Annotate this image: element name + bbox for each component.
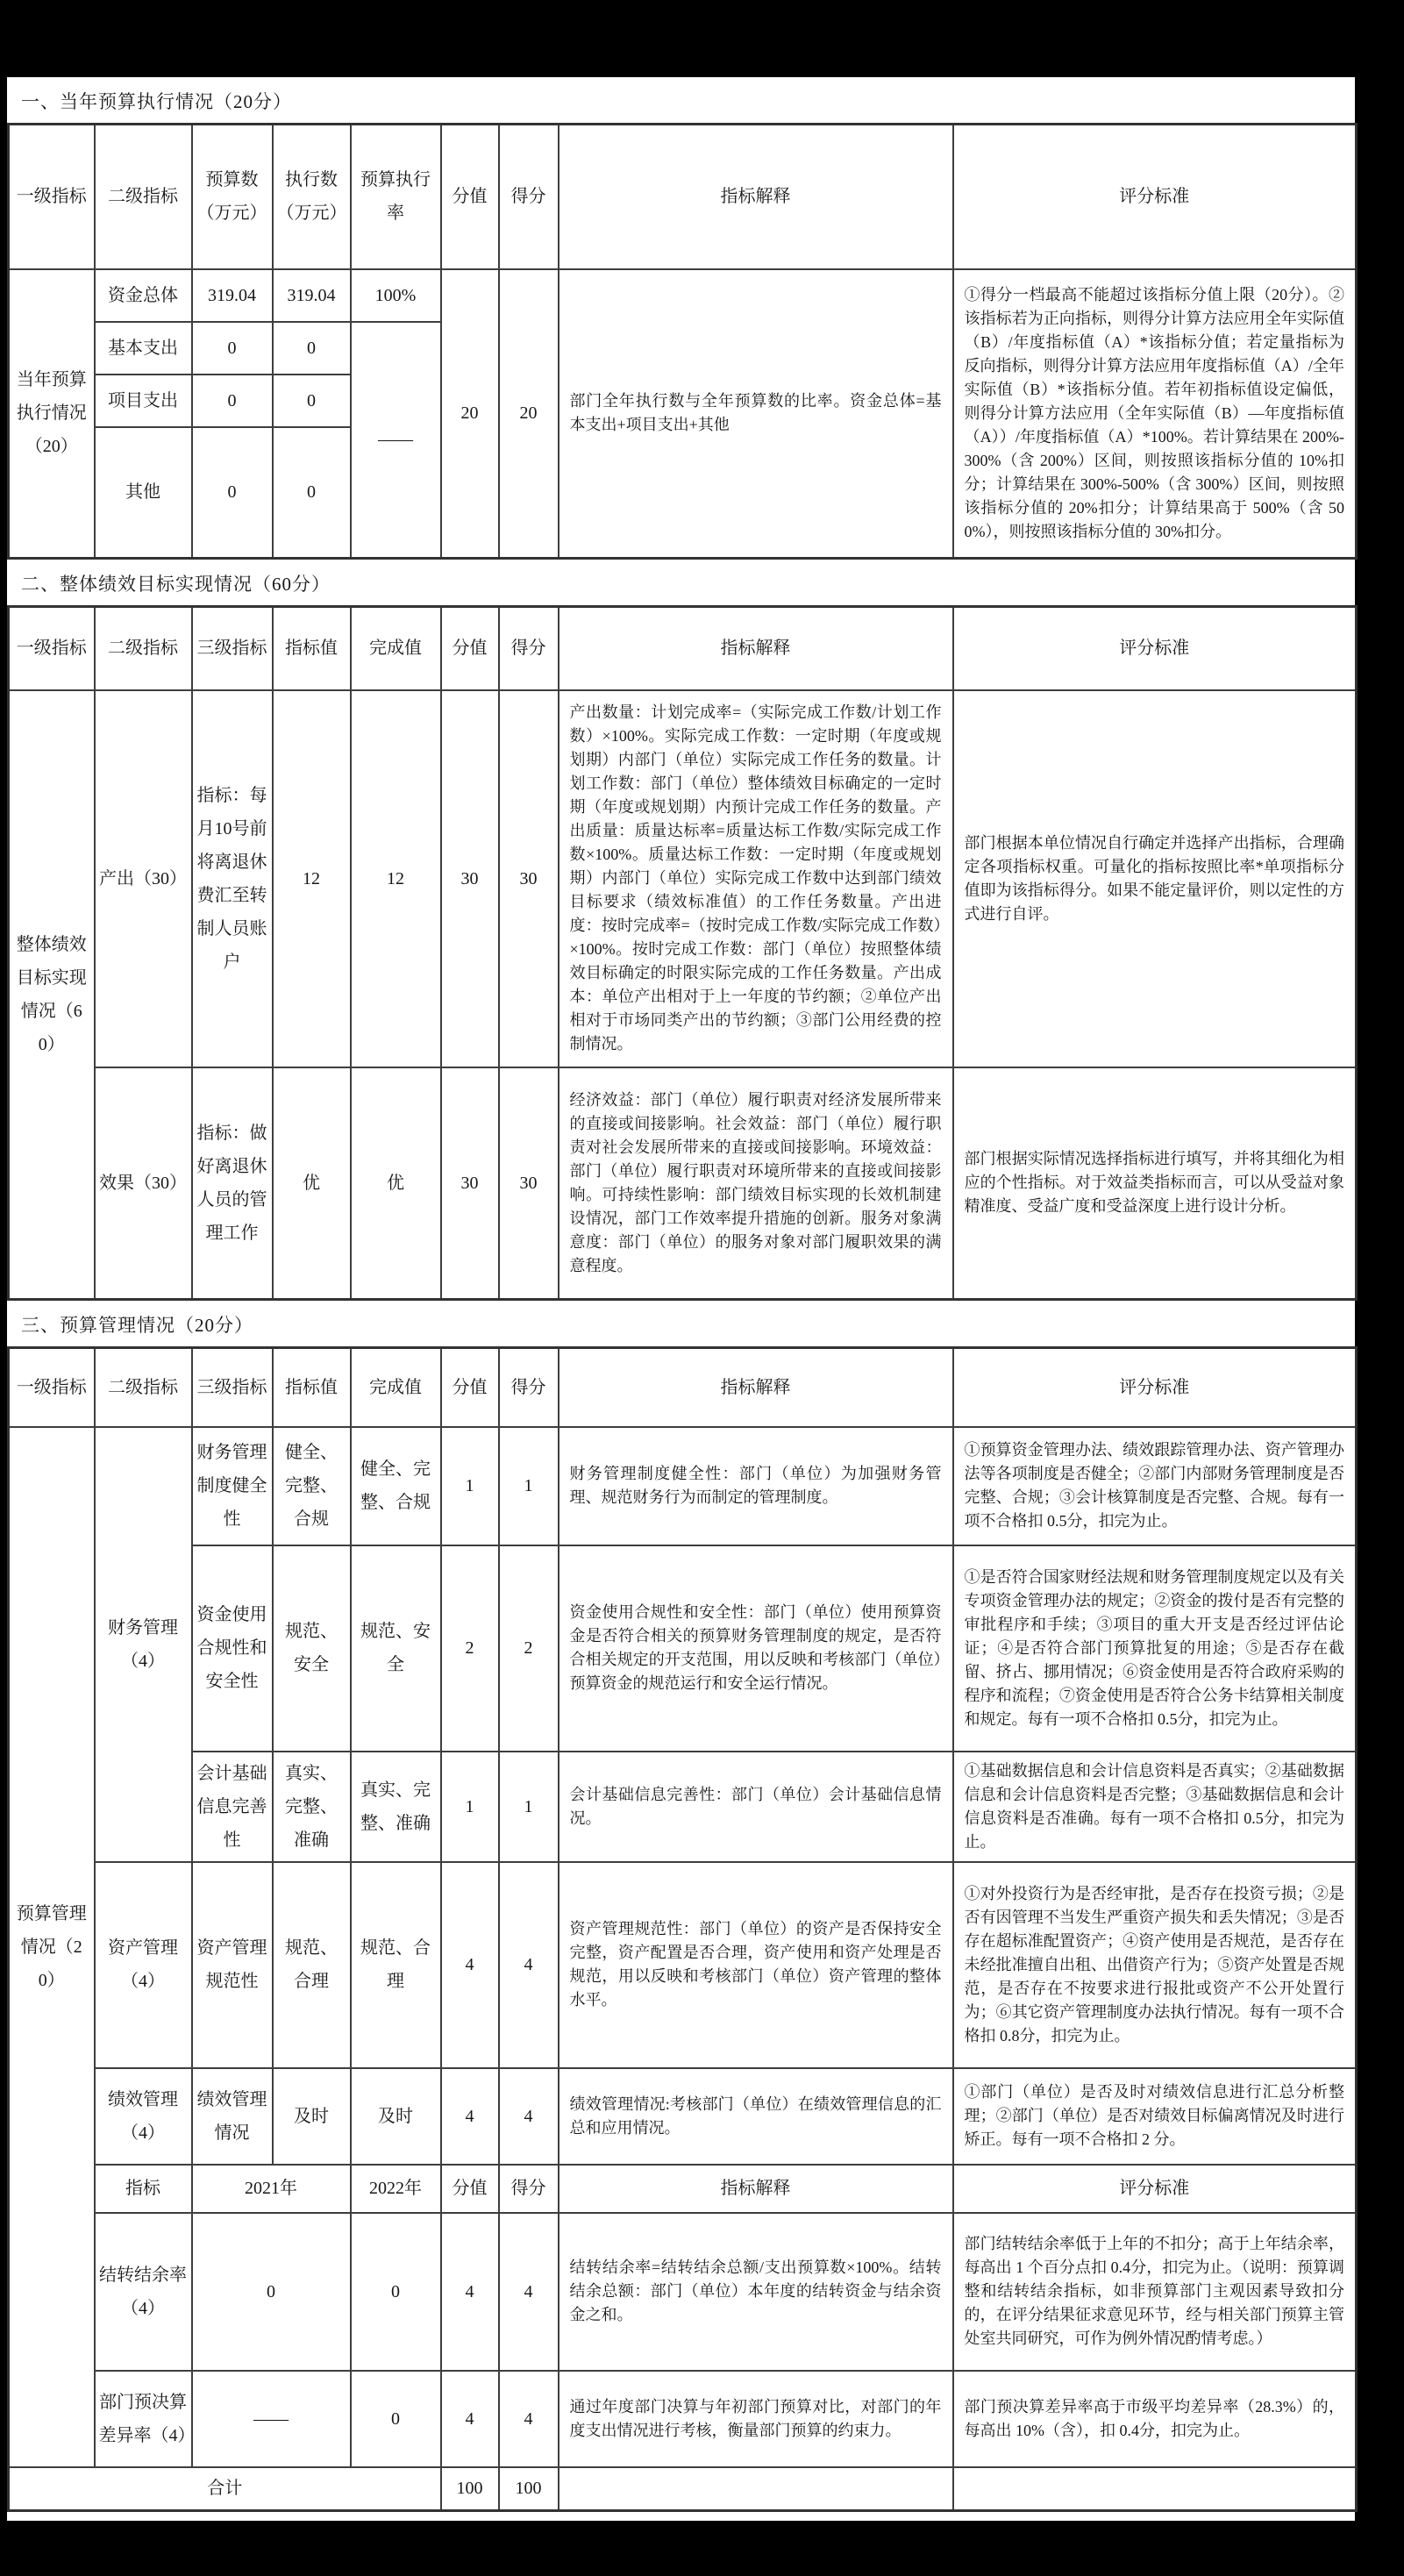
section1-title: 一、当年预算执行情况（20分） <box>21 91 292 112</box>
scoring-standard-cell: 部门预决算差异率高于市级平均差异率（28.3%）的，每高出 10%（含），扣 0.4分，扣完为止。 <box>953 2371 1357 2467</box>
score-cell: 20 <box>441 269 499 559</box>
value-2022: 0 <box>351 2213 441 2371</box>
value-2022: 0 <box>351 2371 441 2467</box>
indicator-explanation-cell: 经济效益：部门（单位）履行职责对经济发展所带来的直接或间接影响。社会效益：部门（单位）履行职责对社会发展所带来的直接或间接影响。环境效益：部门（单位）履行职责对环境所带来的直接或间接影响。可持续性影响：部门绩效目标实现的长效机制建设情况，部门工作效率提升措施的创新。服务对象满意度：部门（单位）的服务对象对部门履职效果的满意程度。 <box>559 1067 953 1300</box>
total-row <box>9 2467 1357 2511</box>
actual-value: 及时 <box>351 2068 441 2165</box>
table-row <box>9 2213 1357 2371</box>
points-cell: 30 <box>499 1067 559 1300</box>
points-cell: 2 <box>499 1545 559 1752</box>
section3-title: 三、预算管理情况（20分） <box>21 1315 253 1336</box>
level3-indicator-cell: 资产管理规范性 <box>192 1862 273 2068</box>
column-header: 完成值 <box>351 607 441 690</box>
actual-value: 优 <box>351 1067 441 1300</box>
column-header: 一级指标 <box>9 125 95 269</box>
empty-cell <box>953 2467 1357 2511</box>
executed-value: 0 <box>273 427 351 559</box>
score-cell: 1 <box>441 1752 499 1862</box>
score-cell: 30 <box>441 690 499 1067</box>
execution-rate-value: 100% <box>351 269 441 322</box>
column-header: 评分标准 <box>953 1348 1357 1427</box>
points-cell: 4 <box>499 2371 559 2467</box>
column-header: 二级指标 <box>95 607 192 690</box>
indicator-explanation-cell: 资金使用合规性和安全性：部门（单位）使用预算资金是否符合相关的预算财务管理制度的规定，是否符合相关规定的开支范围，用以反映和考核部门（单位）预算资金的规范运行和安全运行情况。 <box>559 1545 953 1752</box>
level2-indicator-cell: 基本支出 <box>95 322 192 375</box>
points-cell: 4 <box>499 1862 559 2068</box>
actual-value: 规范、合理 <box>351 1862 441 2068</box>
column-header: 指标解释 <box>559 607 953 690</box>
level2-indicator-cell: 财务管理（4） <box>95 1427 192 1862</box>
indicator-explanation-cell: 产出数量：计划完成率=（实际完成工作数/计划工作数）×100%。实际完成工作数：一定时期（年度或规划期）内部门（单位）实际完成工作任务的数量。计划工作数：部门（单位）整体绩效目标确定的一定时期（年度或规划期）内预计完成工作任务的数量。产出质量：质量达标率=质量达标工作数/实际完成工作数×100%。质量达标工作数：一定时期（年度或规划期）内部门（单位）实际完成工作数中达到部门绩效目标要求（绩效标准值）的工作任务数量。产出进度：按时完成率=（按时完成工作数/实际完成工作数）×100%。按时完成工作数：部门（单位）按照整体绩效目标确定的时限实际完成的工作任务数量。产出成本：单位产出相对于上一年度的节约额；②单位产出相对于市场同类产出的节约额；③部门公用经费的控制情况。 <box>559 690 953 1067</box>
total-points-cell: 100 <box>499 2467 559 2511</box>
section2-header-row <box>9 607 1357 690</box>
indicator-explanation-cell: 部门全年执行数与全年预算数的比率。资金总体=基本支出+项目支出+其他 <box>559 269 953 559</box>
column-header: 评分标准 <box>953 607 1357 690</box>
level3-indicator-cell: 资金使用合规性和安全性 <box>192 1545 273 1752</box>
score-cell: 4 <box>441 2213 499 2371</box>
value-2021: —— <box>192 2371 351 2467</box>
scoring-standard-cell: 部门根据实际情况选择指标进行填写，并将其细化为相应的个性指标。对于效益类指标而言，可以从受益对象精准度、受益广度和受益深度上进行设计分析。 <box>953 1067 1357 1300</box>
points-cell: 1 <box>499 1752 559 1862</box>
points-cell: 20 <box>499 269 559 559</box>
indicator-explanation-cell: 绩效管理情况:考核部门（单位）在绩效管理信息的汇总和应用情况。 <box>559 2068 953 2165</box>
column-header: 得分 <box>499 1348 559 1427</box>
points-cell: 4 <box>499 2213 559 2371</box>
execution-rate-merged-cell: —— <box>351 322 441 559</box>
column-header-2022: 2022年 <box>351 2165 441 2213</box>
column-header: 指标解释 <box>559 2165 953 2213</box>
column-header: 分值 <box>441 607 499 690</box>
total-score-cell: 100 <box>441 2467 499 2511</box>
level3-indicator-cell: 绩效管理情况 <box>192 2068 273 2165</box>
section3-header-row <box>9 1348 1357 1427</box>
target-value: 真实、完整、准确 <box>273 1752 351 1862</box>
column-header: 分值 <box>441 125 499 269</box>
column-header: 二级指标 <box>95 1348 192 1427</box>
column-header: 指标值 <box>273 1348 351 1427</box>
scoring-standard-cell: ①基础数据信息和会计信息资料是否真实；②基础数据信息和会计信息资料是否完整；③基础数据信息和会计信息资料是否准确。每有一项不合格扣 0.5分，扣完为止。 <box>953 1752 1357 1862</box>
column-header: 评分标准 <box>953 125 1357 269</box>
table-row <box>9 690 1357 1067</box>
indicator-label-cell: 结转结余率（4） <box>95 2213 192 2371</box>
scoring-standard-cell: ①部门（单位）是否及时对绩效信息进行汇总分析整理；②部门（单位）是否对绩效目标偏离情况及时进行矫正。每有一项不合格扣 2 分。 <box>953 2068 1357 2165</box>
budget-value: 0 <box>192 427 273 559</box>
column-header: 一级指标 <box>9 1348 95 1427</box>
target-value: 优 <box>273 1067 351 1300</box>
score-cell: 4 <box>441 2371 499 2467</box>
section1-header-row <box>9 125 1357 269</box>
target-value: 健全、完整、合规 <box>273 1427 351 1545</box>
scoring-standard-cell: 部门结转结余率低于上年的不扣分；高于上年结余率，每高出 1 个百分点扣 0.4分，扣完为止。（说明：预算调整和结转结余指标，如非预算部门主观因素导致扣分的，在评分结果征求意见环节，经与相关部门预算主管处室共同研究，可作为例外情况酌情考虑。） <box>953 2213 1357 2371</box>
actual-value: 真实、完整、准确 <box>351 1752 441 1862</box>
total-label-cell: 合计 <box>9 2467 441 2511</box>
target-value: 及时 <box>273 2068 351 2165</box>
table-row <box>9 1862 1357 2068</box>
section2-title: 二、整体绩效目标实现情况（60分） <box>21 574 331 595</box>
column-header: 预算执行率 <box>351 125 441 269</box>
column-header: 评分标准 <box>953 2165 1357 2213</box>
column-header: 预算数（万元） <box>192 125 273 269</box>
level1-indicator-cell: 当年预算执行情况（20） <box>9 269 95 559</box>
column-header: 三级指标 <box>192 1348 273 1427</box>
level2-indicator-cell: 产出（30） <box>95 690 192 1067</box>
column-header: 指标解释 <box>559 125 953 269</box>
budget-value: 0 <box>192 322 273 375</box>
column-header: 执行数（万元） <box>273 125 351 269</box>
column-header: 指标 <box>95 2165 192 2213</box>
indicator-explanation-cell: 会计基础信息完善性：部门（单位）会计基础信息情况。 <box>559 1752 953 1862</box>
value-2021: 0 <box>192 2213 351 2371</box>
level1-indicator-cell: 预算管理情况（20） <box>9 1427 95 2467</box>
level2-indicator-cell: 资产管理（4） <box>95 1862 192 2068</box>
budget-value: 319.04 <box>192 269 273 322</box>
target-value: 12 <box>273 690 351 1067</box>
level2-indicator-cell: 资金总体 <box>95 269 192 322</box>
column-header: 三级指标 <box>192 607 273 690</box>
indicator-explanation-cell: 资产管理规范性：部门（单位）的资产是否保持安全完整，资产配置是否合理，资产使用和资产处理是否规范，用以反映和考核部门（单位）资产管理的整体水平。 <box>559 1862 953 2068</box>
points-cell: 30 <box>499 690 559 1067</box>
executed-value: 0 <box>273 322 351 375</box>
target-value: 规范、合理 <box>273 1862 351 2068</box>
level2-indicator-cell: 绩效管理（4） <box>95 2068 192 2165</box>
column-header: 分值 <box>441 1348 499 1427</box>
actual-value: 12 <box>351 690 441 1067</box>
document-page <box>7 77 1355 2521</box>
section3-table <box>7 1346 1358 2512</box>
score-cell: 30 <box>441 1067 499 1300</box>
scoring-standard-cell: ①预算资金管理办法、绩效跟踪管理办法、资产管理办法等各项制度是否健全；②部门内部财务管理制度是否完整、合规；③会计核算制度是否完整、合规。每有一项不合格扣 0.5分，扣完为止。 <box>953 1427 1357 1545</box>
indicator-explanation-cell: 通过年度部门决算与年初部门预算对比，对部门的年度支出情况进行考核，衡量部门预算的约束力。 <box>559 2371 953 2467</box>
table-row <box>9 1545 1357 1752</box>
points-cell: 1 <box>499 1427 559 1545</box>
level1-indicator-cell: 整体绩效目标实现情况（60） <box>9 690 95 1300</box>
points-cell: 4 <box>499 2068 559 2165</box>
level3-indicator-cell: 指标：做好离退休人员的管理工作 <box>192 1067 273 1300</box>
column-header: 指标值 <box>273 607 351 690</box>
score-cell: 2 <box>441 1545 499 1752</box>
budget-value: 0 <box>192 375 273 427</box>
column-header: 一级指标 <box>9 607 95 690</box>
level2-indicator-cell: 项目支出 <box>95 375 192 427</box>
column-header: 得分 <box>499 607 559 690</box>
table-row <box>9 2371 1357 2467</box>
indicator-label-cell: 部门预决算差异率（4） <box>95 2371 192 2467</box>
level2-indicator-cell: 其他 <box>95 427 192 559</box>
column-header: 分值 <box>441 2165 499 2213</box>
column-header: 得分 <box>499 2165 559 2213</box>
actual-value: 健全、完整、合规 <box>351 1427 441 1545</box>
column-header: 完成值 <box>351 1348 441 1427</box>
column-header: 指标解释 <box>559 1348 953 1427</box>
empty-cell <box>559 2467 953 2511</box>
column-header: 二级指标 <box>95 125 192 269</box>
target-value: 规范、安全 <box>273 1545 351 1752</box>
table-row <box>9 269 1357 322</box>
level3-indicator-cell: 指标：每月10号前将离退休费汇至转制人员账户 <box>192 690 273 1067</box>
indicator-explanation-cell: 财务管理制度健全性：部门（单位）为加强财务管理、规范财务行为而制定的管理制度。 <box>559 1427 953 1545</box>
scoring-standard-cell: ①是否符合国家财经法规和财务管理制度规定以及有关专项资金管理办法的规定；②资金的拨付是否有完整的审批程序和手续；③项目的重大开支是否经过评估论证；④是否符合部门预算批复的用途；⑤是否存在截留、挤占、挪用情况；⑥资金使用是否符合政府采购的程序和流程；⑦资金使用是否符合公务卡结算相关制度和规定。每有一项不合格扣 0.5分，扣完为止。 <box>953 1545 1357 1752</box>
executed-value: 0 <box>273 375 351 427</box>
section2-table <box>7 605 1358 1301</box>
actual-value: 规范、安全 <box>351 1545 441 1752</box>
scoring-standard-cell: 部门根据本单位情况自行确定并选择产出指标，合理确定各项指标权重。可量化的指标按照比率*单项指标分值即为该指标得分。如果不能定量评价，则以定性的方式进行自评。 <box>953 690 1357 1067</box>
executed-value: 319.04 <box>273 269 351 322</box>
column-header-2021: 2021年 <box>192 2165 351 2213</box>
scoring-standard-cell: ①得分一档最高不能超过该指标分值上限（20分）。②该指标若为正向指标，则得分计算方法应用全年实际值（B）/年度指标值（A）*该指标分值；若定量指标为反向指标，则得分计算方法应用年度指标值（A）/全年实际值（B）*该指标分值。若年初指标值设定偏低，则得分计算方法应用（全年实际值（B）—年度指标值（A））/年度指标值（A）*100%。若计算结果在 200%-300%（含 200%）区间，则按照该指标分值的 10%扣分；计算结果在 300%-500%（含 300%）区间，则按照该指标分值的 20%扣分；计算结果高于 500%（含 500%），则按照该指标分值的 30%扣分。 <box>953 269 1357 559</box>
score-cell: 1 <box>441 1427 499 1545</box>
section1-table <box>7 123 1358 560</box>
indicator-explanation-cell: 结转结余率=结转结余总额/支出预算数×100%。结转结余总额：部门（单位）本年度的结转资金与结余资金之和。 <box>559 2213 953 2371</box>
level3-indicator-cell: 财务管理制度健全性 <box>192 1427 273 1545</box>
score-cell: 4 <box>441 2068 499 2165</box>
table-row <box>9 1752 1357 1862</box>
column-header: 得分 <box>499 125 559 269</box>
level2-indicator-cell: 效果（30） <box>95 1067 192 1300</box>
table-row <box>9 2068 1357 2165</box>
scoring-standard-cell: ①对外投资行为是否经审批，是否存在投资亏损；②是否有因管理不当发生严重资产损失和丢失情况；③是否存在超标准配置资产；④资产使用是否规范，是否存在未经批准擅自出租、出借资产行为；⑤资产处置是否规范，是否存在不按要求进行报批或资产不公开处置行为；⑥其它资产管理制度办法执行情况。每有一项不合格扣 0.8分，扣完为止。 <box>953 1862 1357 2068</box>
table-row <box>9 1067 1357 1300</box>
section3-subheader-row <box>9 2165 1357 2213</box>
score-cell: 4 <box>441 1862 499 2068</box>
table-row <box>9 1427 1357 1545</box>
level3-indicator-cell: 会计基础信息完善性 <box>192 1752 273 1862</box>
